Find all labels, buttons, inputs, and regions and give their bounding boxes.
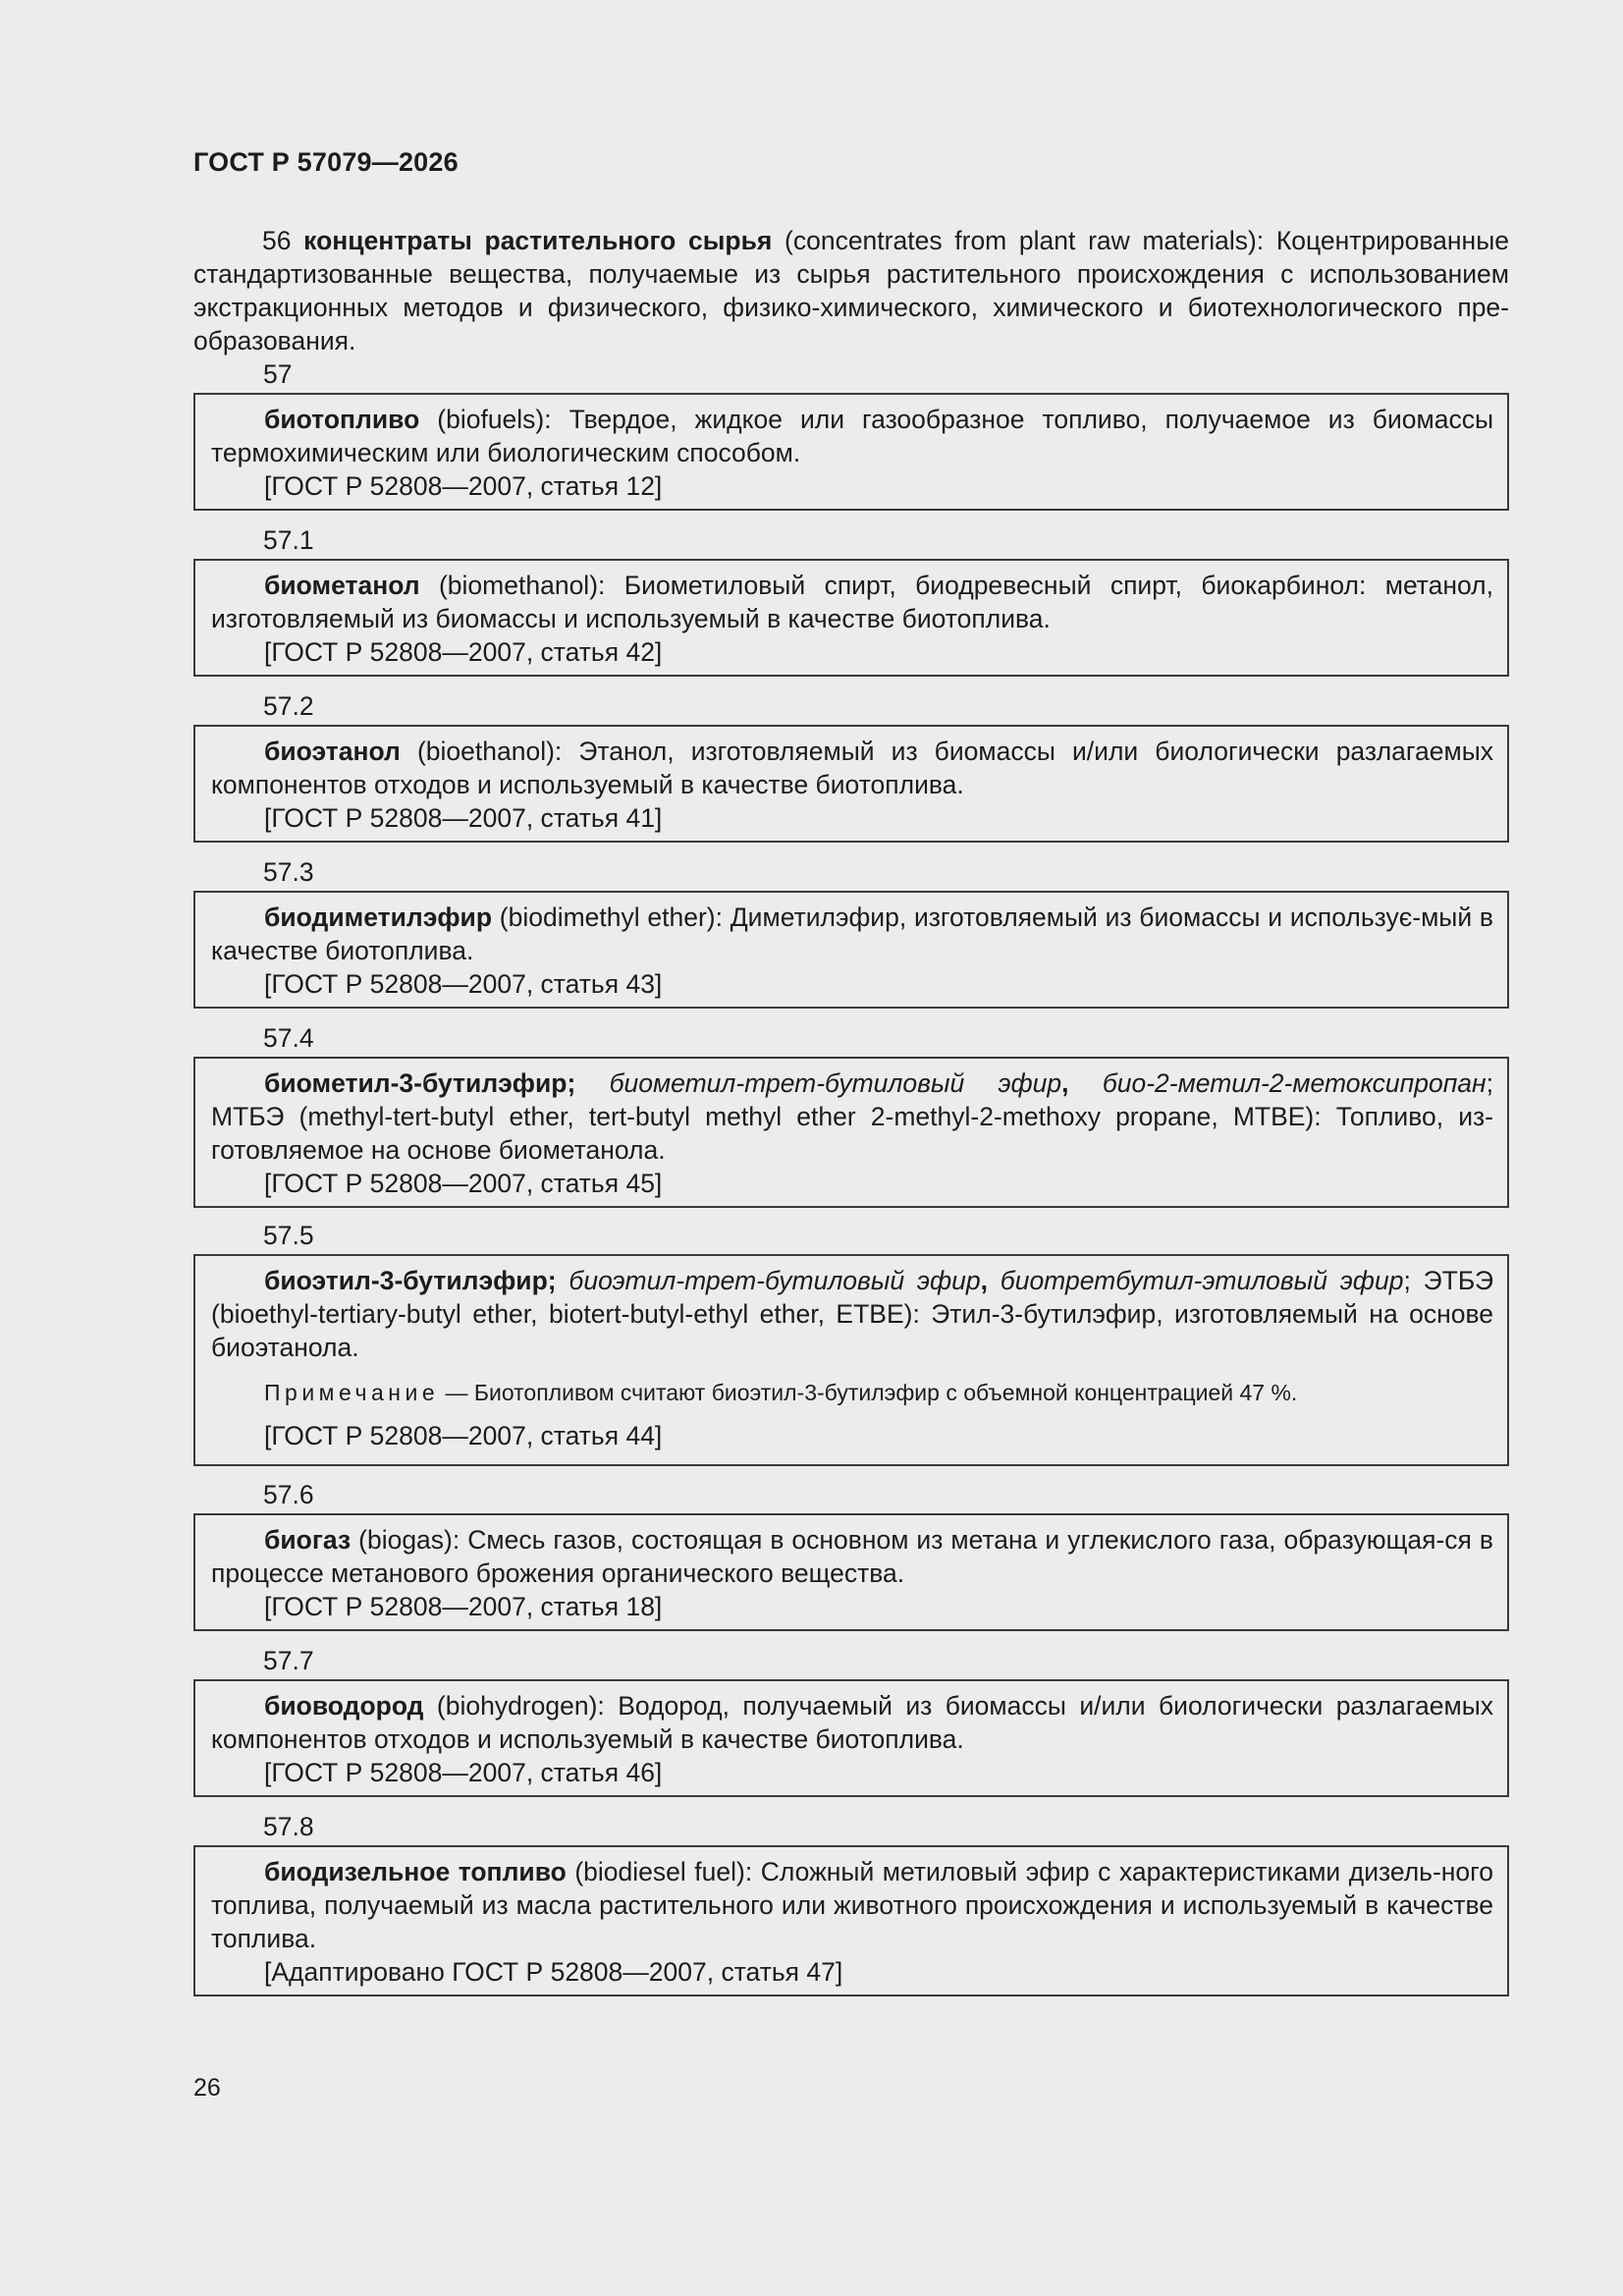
term-name: биоэтил-3-бутилэфир; <box>264 1266 557 1295</box>
term-box <box>193 891 1509 1009</box>
term-note: Примечание — Биотопливом считают биоэтил-3-бутилэфир с объемной концентрацией 47 %. <box>264 1380 1298 1405</box>
term-definition: биоводород (biohydrogen): Водород, получаемый из биомассы и/или биологически разлагаемых компонентов отходов и используемый в качестве биотоплива. <box>211 1691 1493 1754</box>
term-number: 57.2 <box>263 691 314 721</box>
term-number: 57.3 <box>263 857 314 887</box>
term-definition: биоэтанол (bioethanol): Этанол, изготовляемый из биомассы и/или биологически разлагаемых компонентов отходов и используемый в качестве биотоплива. <box>211 737 1493 799</box>
term-name: биоводород <box>264 1691 424 1721</box>
term-number: 57.4 <box>263 1023 314 1053</box>
term-source: [ГОСТ Р 52808—2007, статья 18] <box>264 1592 663 1621</box>
term-box <box>193 1679 1509 1797</box>
term-name: биометил-3-бутилэфир; <box>264 1068 576 1098</box>
term-56-paragraph <box>193 224 1509 357</box>
term-source: [ГОСТ Р 52808—2007, статья 12] <box>264 471 663 501</box>
term-box <box>193 559 1509 677</box>
term-number: 57.8 <box>263 1812 314 1841</box>
term-name: биогаз <box>264 1525 352 1555</box>
term-synonym: биоэтил-трет-бутиловый эфир <box>568 1266 981 1295</box>
term-number: 57 <box>263 359 293 389</box>
term-definition: биометанол (biomethanol): Биометиловый спирт, биодревесный спирт, биокарбинол: метанол, изготовляемый из биомассы и используемый в качестве биотоплива. <box>211 571 1493 633</box>
page-number: 26 <box>193 2074 221 2102</box>
term-number: 57.7 <box>263 1646 314 1675</box>
term-source: [ГОСТ Р 52808—2007, статья 45] <box>264 1169 663 1198</box>
term-source: [Адаптировано ГОСТ Р 52808—2007, статья 47] <box>264 1957 843 1987</box>
term-definition: биотопливо (biofuels): Твердое, жидкое или газообразное топливо, получаемое из биомассы термохимическим или биологическим способом. <box>211 405 1493 467</box>
term-synonym: биометил-трет-бутиловый эфир <box>609 1068 1062 1098</box>
term-definition: биогаз (biogas): Смесь газов, состоящая в основном из метана и углекислого газа, образующая-ся в процессе метанового брожения органического вещества. <box>211 1525 1493 1588</box>
term-definition: (concentrates from plant raw materials): Коцентрированные стандартизованные вещества, получаемые из сырья растительного происхождения с использованием экстракционных методов и физического, физико-химического, химического и биотехнологического пре-образования. <box>193 226 1509 355</box>
document-header: ГОСТ Р 57079—2026 <box>193 147 459 177</box>
term-box <box>193 393 1509 511</box>
term-box <box>193 1057 1509 1208</box>
term-source: [ГОСТ Р 52808—2007, статья 41] <box>264 803 663 833</box>
term-name: биодиметилэфир <box>264 902 493 932</box>
term-name: биодизельное топливо <box>264 1857 567 1886</box>
term-source: [ГОСТ Р 52808—2007, статья 44] <box>264 1421 663 1450</box>
term-synonym: биотретбутил-этиловый эфир <box>1000 1266 1404 1295</box>
term-box <box>193 1254 1509 1466</box>
term-box <box>193 725 1509 843</box>
term-number: 56 <box>262 226 292 255</box>
term-definition: биодизельное топливо (biodiesel fuel): Сложный метиловый эфир с характеристиками дизель-ного топлива, получаемый из масла растительного или животного происхождения и используемый в качестве топлива. <box>211 1857 1493 1953</box>
term-definition: биоэтил-3-бутилэфир; биоэтил-трет-бутиловый эфир, биотретбутил-этиловый эфир; ЭТБЭ (bioethyl-tertiary-butyl ether, biotert-butyl-ethyl ether, ETBE): Этил-3-бутилэфир, изготовляемый на основе биоэтанола. <box>211 1266 1493 1362</box>
term-definition: биометил-3-бутилэфир; биометил-трет-бутиловый эфир, био-2-метил-2-метоксипропан; МТБЭ (methyl-tert-butyl ether, tert-butyl methyl ether 2-methyl-2-methoxy propane, MTBE): Топливо, из-готовляемое на основе биометанола. <box>211 1068 1493 1165</box>
term-box <box>193 1513 1509 1631</box>
term-definition: биодиметилэфир (biodimethyl ether): Диметилэфир, изготовляемый из биомассы и использує-мый в качестве биотоплива. <box>211 902 1493 965</box>
term-name: биоэтанол <box>264 737 401 766</box>
term-number: 57.5 <box>263 1221 314 1250</box>
note-label: Примечание <box>264 1380 440 1405</box>
term-name: биотопливо <box>264 405 420 434</box>
term-synonym: био-2-метил-2-метоксипропан <box>1102 1068 1487 1098</box>
term-number: 57.6 <box>263 1480 314 1509</box>
term-number: 57.1 <box>263 525 314 555</box>
term-source: [ГОСТ Р 52808—2007, статья 43] <box>264 969 663 999</box>
term-source: [ГОСТ Р 52808—2007, статья 46] <box>264 1758 663 1787</box>
term-box <box>193 1845 1509 1996</box>
term-source: [ГОСТ Р 52808—2007, статья 42] <box>264 637 663 667</box>
term-name: концентраты растительного сырья <box>303 226 773 255</box>
term-name: биометанол <box>264 571 420 600</box>
